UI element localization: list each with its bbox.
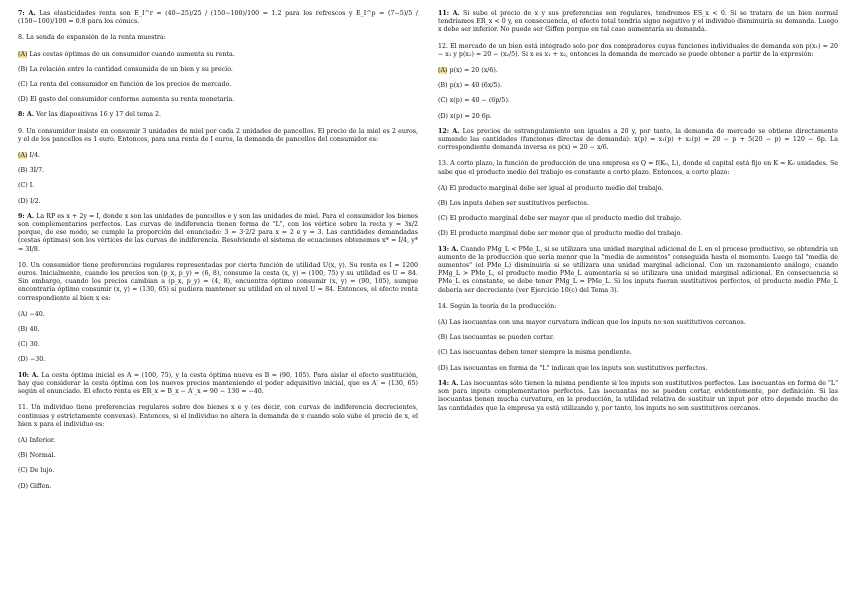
answer-option	[18, 96, 418, 104]
option-label: (D)	[18, 356, 28, 364]
answer-option	[18, 311, 418, 319]
right-column	[438, 10, 838, 421]
question-paragraph	[438, 160, 838, 176]
answer-option	[18, 467, 418, 475]
option-text: 40.	[29, 326, 40, 334]
option-text: De lujo.	[29, 467, 55, 475]
answer-paragraph	[18, 111, 418, 119]
option-text: −40.	[29, 310, 45, 318]
answer-paragraph	[18, 372, 418, 397]
option-text: Las isocuantas con una mayor curvatura indican que los inputs no son sustitutivos cercanos.	[449, 319, 746, 327]
paragraph-text: Las isocuantas sólo tienen la misma pendiente si los inputs son sustitutivos perfectos. Las isocuantas en forma de "L" son para inputs complementarios perfectos. Las isocuantas no se pueden cortar, evidentemente, por definición. Si las isocuantas tienen mucha curvatura, en la producción, la utilidad relativa de sustituir un input por otro depende mucho de las cantidades que la empresa ya está utilizando y, por tanto, los inputs no son sustitutivos cercanos.	[438, 379, 838, 412]
answer-label: 9: A.	[18, 212, 35, 220]
answer-label: 12: A.	[438, 127, 460, 135]
option-label: (C)	[18, 341, 28, 349]
option-label: (A)	[438, 67, 448, 75]
answer-option	[438, 82, 838, 90]
option-text: El producto marginal debe ser mayor que el producto medio del trabajo.	[449, 215, 682, 223]
option-label: (C)	[438, 349, 448, 357]
answer-label: 8: A.	[18, 111, 34, 119]
answer-option	[438, 319, 838, 327]
paragraph-text: Si sube el precio de x y sus preferencias son regulares, tendremos ES_x < 0. Si se tratara de un bien normal tendríamos ER_x < 0 y, en consecuencia, el efecto total tendría signo negativo y el individuo disminuiría su demanda. Luego x debe ser inferior. No puede ser Giffen porque en tal caso aumentaría su demanda.	[438, 10, 838, 34]
answer-option	[438, 230, 838, 238]
paragraph-text: La RP es x + 2y = I, donde x son las unidades de pancellos e y son las unidades de miel. Para el consumidor los bienes son complementarios perfectos. Las curvas de indiferencia tienen forma de "L", con los vértice sobre la recta y = 3x/2 porque, de ese modo, se cumple la proporción del enunciado: 3 = 3·2/2 para x = 2 e y = 3. Las cantidades demandadas (cestas óptimas) son los vértices de las curvas de indiferencia. Resolviendo el sistema de ecuaciones obtenemos x* = I/4, y* = 3I/8.	[18, 212, 418, 253]
paragraph-text: Los precios de estrangulamiento son iguales a 20 y, por tanto, la demanda de mercado se obtiene directamente sumando las cantidades (funciones directas de demanda): x(p) = x₁(p) + x₂(p) = 20 − p + 5(20 − p) = 120 − 6p. La correspondiente demanda inversa es p(x) = 20 − x/6.	[438, 127, 838, 152]
answer-paragraph	[438, 10, 838, 35]
option-label: (A)	[438, 184, 448, 192]
answer-option	[438, 113, 838, 121]
paragraph-text: 14. Según la teoría de la producción:	[438, 302, 557, 310]
option-text: Las isocuantas se pueden cortar.	[449, 334, 555, 342]
answer-label: 10: A.	[18, 371, 39, 379]
answer-option	[438, 215, 838, 223]
option-label: (A)	[18, 152, 28, 160]
option-text: p(x) = 40 (6x/5).	[449, 82, 502, 90]
question-paragraph	[18, 404, 418, 429]
option-text: Las isocuantas deben tener siempre la misma pendiente.	[449, 349, 632, 357]
answer-option	[18, 452, 418, 460]
option-label: (D)	[438, 364, 448, 372]
option-text: Normal.	[29, 452, 56, 460]
question-paragraph	[18, 34, 418, 42]
option-label: (B)	[18, 326, 28, 334]
answer-paragraph	[18, 213, 418, 254]
paragraph-text: 11. Un individuo tiene preferencias regulares sobre dos bienes x e y (es decir, con curvas de indiferencia decrecientes, continuas y estrictamente convexas). Entonces, si el individuo no altera la demanda de x cuando solo sube el precio de x, el bien x para el individuo es:	[18, 404, 418, 428]
answer-option	[18, 198, 418, 206]
answer-label: 11: A.	[438, 10, 460, 17]
answer-option	[438, 67, 838, 75]
option-label: (D)	[18, 197, 28, 205]
option-text: 30.	[29, 341, 40, 349]
answer-paragraph	[438, 380, 838, 413]
option-text: I/2.	[29, 197, 41, 205]
answer-option	[18, 51, 418, 59]
option-text: El gasto del consumidor conforme aumenta su renta monetaria.	[29, 96, 235, 104]
option-label: (C)	[18, 182, 28, 190]
answer-option	[18, 152, 418, 160]
option-label: (C)	[18, 81, 28, 89]
answer-option	[18, 356, 418, 364]
answer-option	[18, 483, 418, 491]
answer-label: 14: A.	[438, 379, 459, 387]
option-text: I.	[29, 182, 35, 190]
question-paragraph	[438, 43, 838, 59]
question-paragraph	[18, 262, 418, 303]
answer-paragraph	[438, 246, 838, 295]
option-label: (B)	[438, 200, 448, 208]
option-label: (B)	[438, 334, 448, 342]
option-label: (D)	[438, 230, 448, 238]
answer-option	[438, 97, 838, 105]
option-label: (B)	[18, 452, 28, 460]
paragraph-text: Las elasticidades renta son E_I^r = (40−25)/25 / (150−100)/100 = 1.2 para los refrescos y E_I^p = (7−5)/5 / (150−100)/100 = 0.8 para los cómics.	[18, 10, 418, 26]
paragraph-text: Cuando PMg_L < PMe_L, si se utilizara una unidad marginal adicional de L en el proceso productivo, se obtendría un aumento de la producción que sería menor que la "media de aumentos" conseguida hasta el momento. Luego tal "media de aumentos" (el PMe_L) disminuiría si se utilizara una unidad marginal adicional. Con un razonamiento análogo, cuando PMg_L > PMe_L, el producto medio PMe_L aumentaría si se utilizara una unidad marginal adicional. En consecuencia si PMe_L es constante, se debe tener PMg_L = PMe_L. Si los inputs fueran sustitutivos perfectos, el producto medio PMe_L debería ser decreciente (ver Ejercicio 10(c) del Tema 3).	[438, 245, 838, 294]
option-text: p(x) = 20 (x/6).	[449, 67, 498, 75]
option-label: (B)	[18, 167, 28, 175]
paragraph-text: 8. La senda de expansión de la renta muestra:	[18, 34, 166, 42]
option-text: El producto marginal debe ser igual al producto medio del trabajo.	[449, 184, 664, 192]
answer-option	[438, 185, 838, 193]
question-paragraph	[18, 128, 418, 144]
option-text: El producto marginal debe ser menor que el producto medio del trabajo.	[449, 230, 683, 238]
answer-option	[438, 334, 838, 342]
answer-option	[18, 341, 418, 349]
option-text: Las isocuantas en forma de "L" indican que los inputs son sustitutivos perfectos.	[449, 364, 708, 372]
option-text: x(p) = 20 6p.	[449, 112, 492, 120]
option-label: (A)	[18, 436, 28, 444]
answer-option	[18, 437, 418, 445]
paragraph-text: 9. Un consumidor insiste en consumir 3 unidades de miel por cada 2 unidades de pancellos. El precio de la miel es 2 euros, y el de los pancellos es 1 euro. Entonces, para una renta de I euros, la demanda de pancellos del consumidor es:	[18, 127, 418, 143]
option-text: I/4.	[29, 152, 41, 160]
option-label: (A)	[18, 50, 28, 58]
answer-option	[18, 66, 418, 74]
paragraph-text: 10. Un consumidor tiene preferencias regulares representadas por cierta función de utilidad U(x, y). Su renta es I = 1200 euros. Inicialmente, cuando los precios son (p_x, p_y) = (6, 8), consume la cesta (x, y) = (100, 75) y su utilidad es U = 84. Sin embargo, cuando los precios cambian a (p_x, p_y) = (4, 8), encuentra óptimo consumir (x, y) = (90, 105), aunque encontraría óptimo consumir (x, y) = (130, 65) si pudiera mantener su utilidad en el nivel U = 84. Entonces, el efecto renta correspondiente al bien x es:	[18, 261, 418, 302]
answer-option	[438, 349, 838, 357]
option-label: (C)	[438, 215, 448, 223]
option-label: (D)	[18, 96, 28, 104]
option-text: x(p) = 40 − (6p/5).	[449, 97, 510, 105]
option-text: Las cestas óptimas de un consumidor cuando aumenta su renta.	[29, 50, 235, 58]
option-label: (B)	[18, 65, 28, 73]
option-text: −30.	[29, 356, 46, 364]
option-label: (D)	[438, 112, 448, 120]
answer-label: 7: A.	[18, 10, 36, 17]
paragraph-text: 13. A corto plazo, la función de producción de una empresa es Q = f(K₀, L), donde el capital está fijo en K = K₀ unidades. Se sabe que el producto medio del trabajo es constante a corto plazo. Entonces, a corto plazo:	[438, 160, 838, 176]
option-text: Los inputs deben ser sustitutivos perfectos.	[449, 200, 589, 208]
option-label: (C)	[438, 97, 448, 105]
option-label: (D)	[18, 482, 28, 490]
option-label: (A)	[438, 319, 448, 327]
answer-option	[438, 365, 838, 373]
question-paragraph	[438, 303, 838, 311]
paragraph-text: Ver las diapositivas 16 y 17 del tema 2.	[36, 111, 162, 119]
answer-option	[18, 81, 418, 89]
option-text: La renta del consumidor en función de los precios de mercado.	[29, 81, 232, 89]
answer-option	[438, 200, 838, 208]
option-text: Inferior.	[29, 436, 56, 444]
option-text: 3I/7.	[29, 167, 45, 175]
answer-option	[18, 167, 418, 175]
answer-option	[18, 326, 418, 334]
option-label: (C)	[18, 467, 28, 475]
option-label: (B)	[438, 82, 448, 90]
answer-paragraph	[438, 128, 838, 153]
option-label: (A)	[18, 310, 28, 318]
paragraph-text: La cesta óptima inicial es A = (100, 75), y la cesta óptima nueva es B = (90, 105). Para aislar el efecto sustitución, hay que considerar la cesta óptima con los nuevos precios manteniendo el poder adquisitivo inicial, que es A′ = (130, 65) según el enunciado. El efecto renta es ER_x = B_x − A′_x = 90 − 130 = −40.	[18, 371, 418, 396]
answer-paragraph	[18, 10, 418, 26]
option-text: La relación entre la cantidad consumida de un bien y su precio.	[29, 65, 233, 73]
answer-label: 13: A.	[438, 245, 459, 253]
option-text: Giffen.	[29, 482, 52, 490]
paragraph-text: 12. El mercado de un bien está integrado solo por dos compradores cuyas funciones individuales de demanda son p(x₁) = 20 − x₁ y p(x₂) = 20 − (x₂/5). Si x es x₁ + x₂, entonces la demanda de mercado se puede obtener a partir de la expresión:	[438, 42, 838, 58]
answer-option	[18, 182, 418, 190]
left-column	[18, 10, 418, 498]
